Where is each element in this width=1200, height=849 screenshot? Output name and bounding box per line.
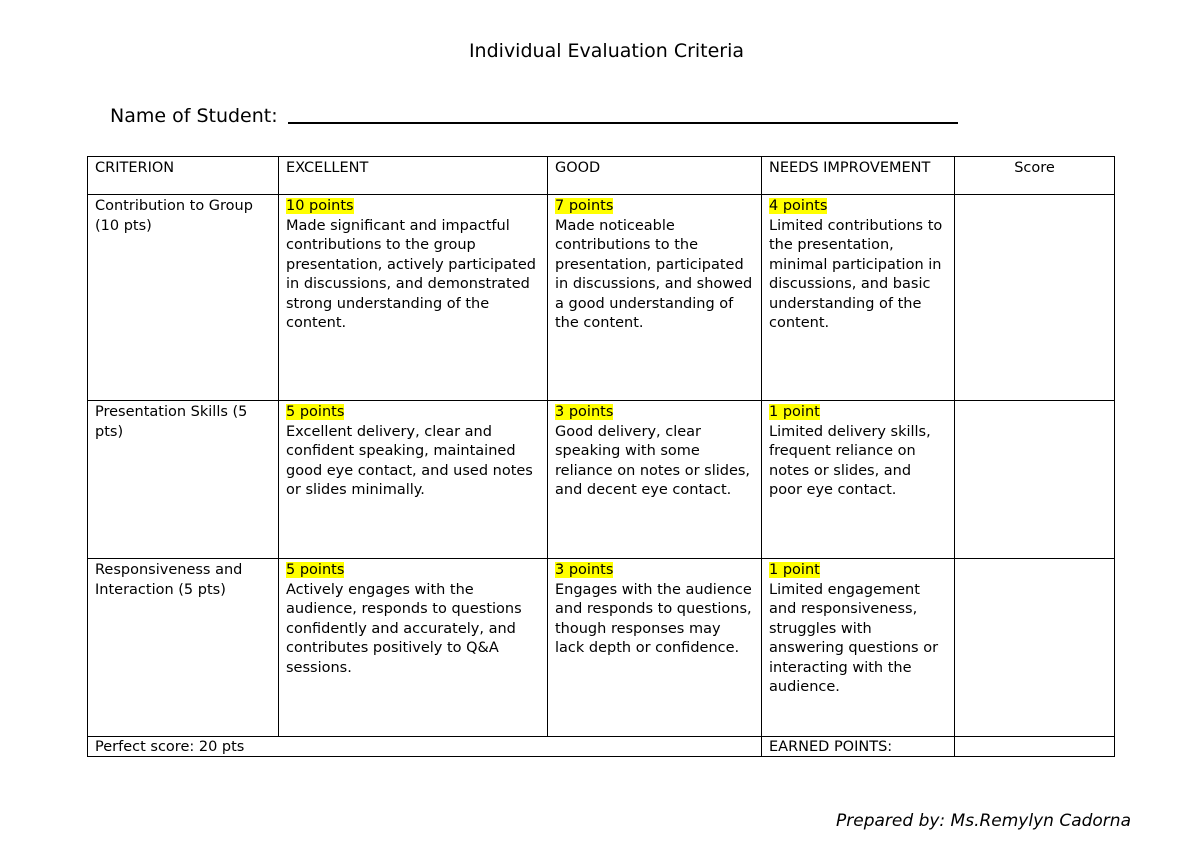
criterion-cell: Presentation Skills (5 pts): [88, 401, 279, 559]
description-text: Limited contributions to the presentation, minimal participation in discussions, and basic understanding of the content.: [769, 217, 943, 331]
criterion-cell: Contribution to Group (10 pts): [88, 195, 279, 401]
table-row: [88, 195, 1115, 401]
header-score: Score: [955, 157, 1115, 195]
points-label: 1 point: [769, 562, 820, 578]
good-cell: [548, 401, 762, 559]
description-text: Made significant and impactful contributions to the group presentation, actively participated in discussions, and demonstrated strong understanding of the content.: [286, 217, 536, 331]
points-label: 3 points: [555, 404, 614, 420]
points-label: 5 points: [286, 404, 345, 420]
score-cell[interactable]: [955, 401, 1115, 559]
header-needs-improvement: NEEDS IMPROVEMENT: [762, 157, 955, 195]
description-text: Actively engages with the audience, responds to questions confidently and accurately, and contributes positively to Q&A sessions.: [286, 581, 522, 676]
score-cell[interactable]: [955, 559, 1115, 737]
score-cell[interactable]: [955, 195, 1115, 401]
description-text: Made noticeable contributions to the presentation, participated in discussions, and showed a good understanding of the content.: [555, 217, 753, 331]
header-criterion: CRITERION: [88, 157, 279, 195]
document-title: Individual Evaluation Criteria: [468, 40, 745, 62]
points-label: 3 points: [555, 562, 614, 578]
excellent-cell: [279, 401, 548, 559]
excellent-cell: [279, 559, 548, 737]
description-text: Engages with the audience and responds to questions, though responses may lack depth or confidence.: [555, 581, 752, 656]
good-cell: [548, 195, 762, 401]
table-row: [88, 401, 1115, 559]
description-text: Good delivery, clear speaking with some reliance on notes or slides, and decent eye contact.: [555, 423, 751, 498]
points-label: 10 points: [286, 198, 354, 214]
points-label: 7 points: [555, 198, 614, 214]
points-label: 5 points: [286, 562, 345, 578]
points-label: 4 points: [769, 198, 828, 214]
header-good: GOOD: [548, 157, 762, 195]
description-text: Limited delivery skills, frequent reliance on notes or slides, and poor eye contact.: [769, 423, 931, 498]
rubric-table: [87, 156, 1115, 757]
earned-points-cell[interactable]: [955, 737, 1115, 757]
footer-row: [88, 737, 1115, 757]
perfect-score-cell: Perfect score: 20 pts: [88, 737, 762, 757]
earned-points-label: EARNED POINTS:: [762, 737, 955, 757]
description-text: Excellent delivery, clear and confident speaking, maintained good eye contact, and used notes or slides minimally.: [286, 423, 533, 498]
points-label: 1 point: [769, 404, 820, 420]
needs-improvement-cell: [762, 559, 955, 737]
criterion-cell: Responsiveness and Interaction (5 pts): [88, 559, 279, 737]
description-text: Limited engagement and responsiveness, struggles with answering questions or interacting with the audience.: [769, 581, 939, 695]
good-cell: [548, 559, 762, 737]
needs-improvement-cell: [762, 401, 955, 559]
table-row: [88, 559, 1115, 737]
needs-improvement-cell: [762, 195, 955, 401]
student-name-label: Name of Student:: [110, 105, 278, 127]
header-excellent: EXCELLENT: [279, 157, 548, 195]
prepared-by: Prepared by: Ms.Remylyn Cadorna: [836, 811, 1131, 831]
student-name-line: [288, 122, 958, 124]
excellent-cell: [279, 195, 548, 401]
header-row: [88, 157, 1115, 195]
